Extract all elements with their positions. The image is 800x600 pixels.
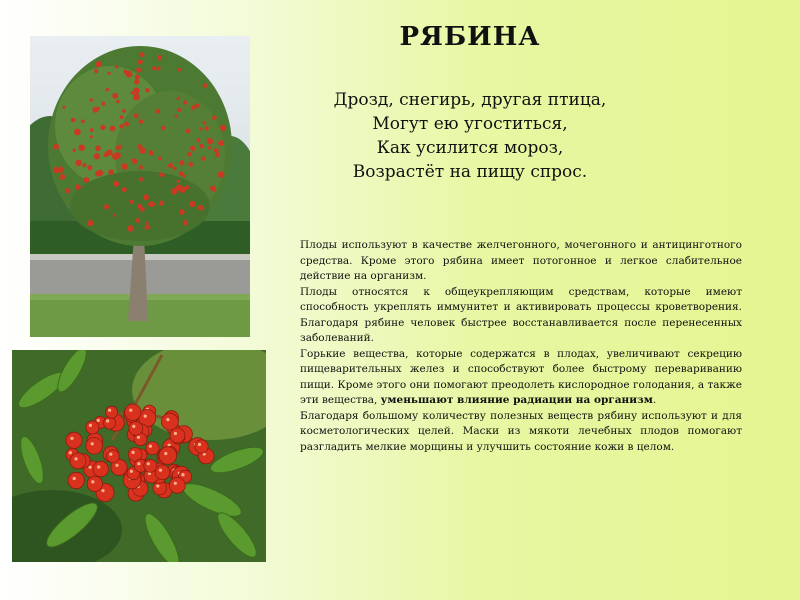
poem-line: Могут ею угоститься,: [372, 114, 568, 134]
info-text-segment: .: [652, 394, 657, 406]
info-text: [300, 238, 742, 455]
info-text-segment: Горькие вещества, которые содержатся в плодах, увеличивают секрецию пищеварительных желез и способствуют более быстрому перевариванию пищи. Кроме этого они помогают преодолеть кислородное голодания, а также эти вещества,: [300, 347, 742, 406]
rowan-berries-photo: [12, 350, 266, 562]
poem: [320, 88, 620, 184]
slide-title: РЯБИНА: [399, 22, 541, 52]
poem-line: Как усилится мороз,: [376, 138, 564, 158]
poem-line: Возрастёт на пищу спрос.: [352, 162, 588, 182]
info-paragraph: Плоды используют в качестве желчегонного, мочегонного и антицинготного средства. Кроме этого рябина имеет потогонное и легкое слабительное действие на организм.: [300, 239, 742, 282]
info-paragraph: Благодаря большому количеству полезных веществ рябину используют и для косметологических целей. Маски из мякоти лечебных плодов помогают разгладить мелкие морщины и улучшить состояние кожи в целом.: [300, 409, 742, 453]
info-highlight: уменьшают влияние радиации на организм: [380, 394, 653, 406]
info-paragraph: [300, 347, 742, 409]
poem-line: Дрозд, снегирь, другая птица,: [333, 90, 607, 110]
info-paragraph: Плоды относятся к общеукрепляющим средствам, которые имеют способность укреплять иммунитет и активировать процессы кроветворения. Благодаря рябине человек быстрее восстанавливается после перенесенных заболеваний.: [300, 285, 742, 344]
rowan-tree-photo: [30, 36, 250, 337]
